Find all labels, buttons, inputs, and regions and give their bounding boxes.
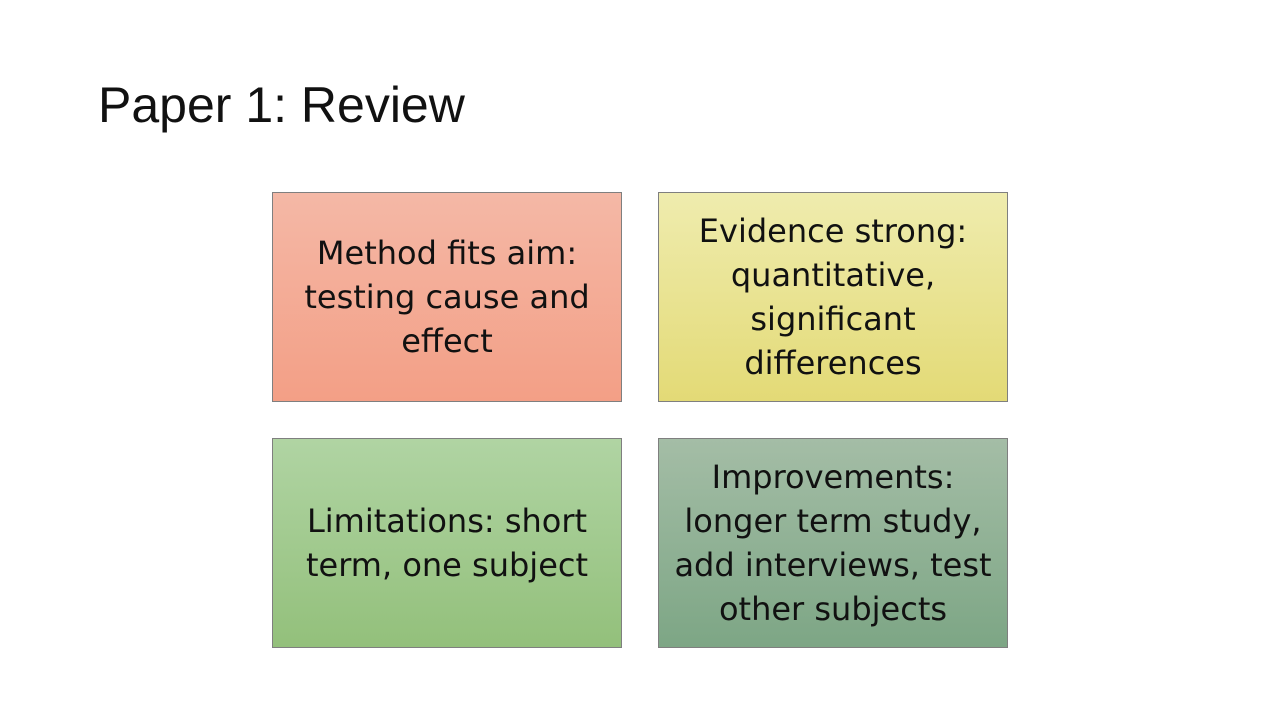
card-limitations-text: Limitations: short term, one subject xyxy=(305,502,589,584)
slide-title: Paper 1: Review xyxy=(98,77,465,133)
card-improvements xyxy=(658,438,1008,648)
card-improvements-text: Improvements: longer term study, add interviews, test other subjects xyxy=(674,458,992,628)
card-method-text: Method fits aim: testing cause and effect xyxy=(304,234,590,360)
card-limitations xyxy=(272,438,622,648)
card-evidence-text: Evidence strong: quantitative, significant differences xyxy=(698,212,968,382)
card-method xyxy=(272,192,622,402)
card-evidence xyxy=(658,192,1008,402)
